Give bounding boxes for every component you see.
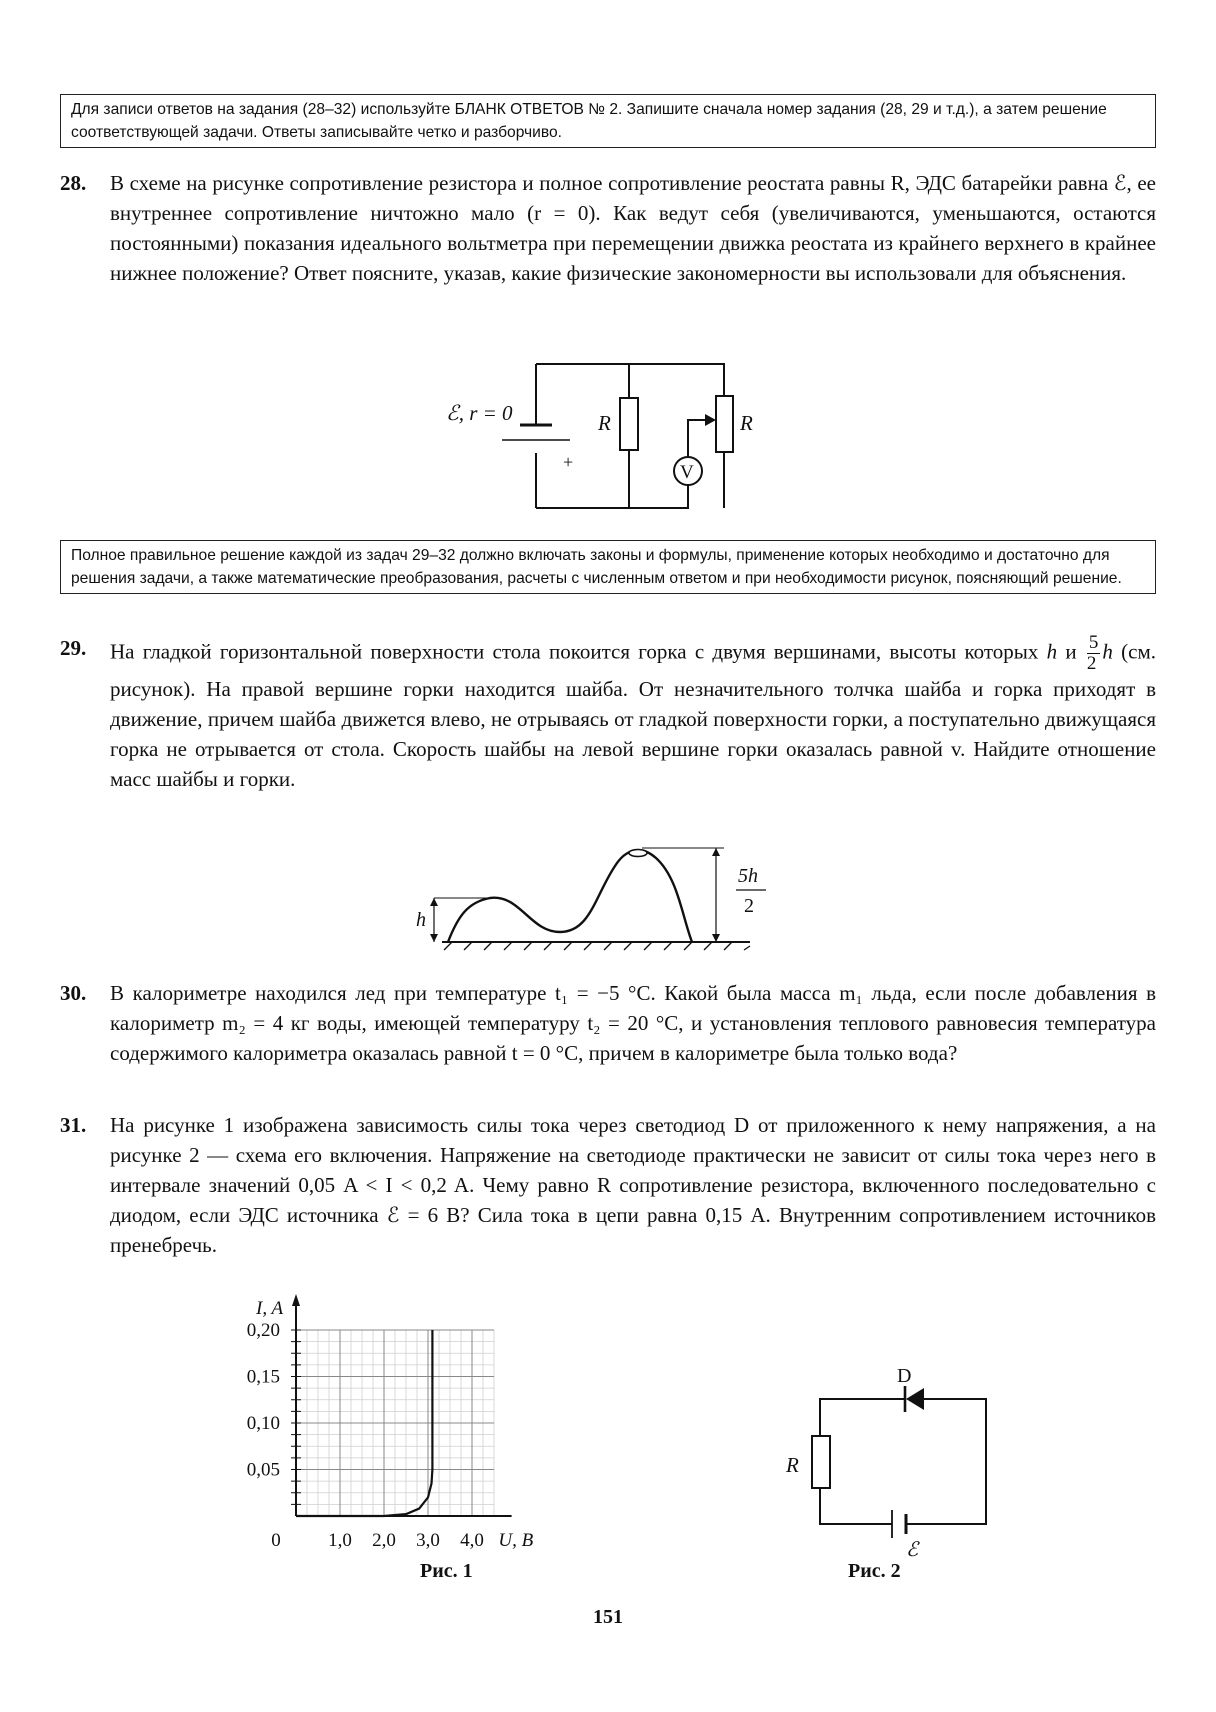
page-number: 151 bbox=[593, 1606, 623, 1628]
rheostat-label: R bbox=[740, 411, 753, 435]
problem-number: 29. bbox=[60, 636, 87, 660]
x-axis-label: U, B bbox=[498, 1530, 534, 1551]
fraction-five-halves: $\frac{5}{2}$ bbox=[1086, 632, 1099, 674]
problem-text: На рисунке 1 изображена зависимость силы тока через светодиод D от приложенного к нему напряжения, а на рисунке 2 — схема его включения. Напряжение на светодиоде практически не зависит от силы тока через него в интервале значений 0,05 A < I < 0,2 A. Чему равно R сопротивление резистора, включенного последовательно с диодом, если ЭДС источника ℰ = 6 В? Сила тока в цепи равна 0,15 А. Внутренним сопротивлением источников пренебречь. bbox=[110, 1113, 1156, 1257]
problem-text: В схеме на рисунке сопротивление резистора и полное сопротивление реостата равны R, ЭДС батарейки равна ℰ, ее внутреннее сопротивление ничтожно мало (r = 0). Как ведут себя (увеличиваются, уменьшаются, остаются постоянными) показания идеального вольтметра при перемещении движка реостата из крайнего верхнего в крайнее нижнее положение? Ответ поясните, указав, какие физические закономерности вы использовали для объяснения. bbox=[110, 171, 1156, 285]
emf-label: ℰ bbox=[906, 1539, 919, 1561]
voltmeter-label: V bbox=[680, 462, 694, 483]
figure-1-caption: Рис. 1 bbox=[420, 1560, 473, 1582]
resistor-label: R bbox=[598, 411, 611, 435]
instructions-box-answers bbox=[60, 94, 1156, 148]
x-tick-label: 1,0 bbox=[328, 1530, 352, 1551]
x-tick-label: 2,0 bbox=[372, 1530, 396, 1551]
hill-figure-29 bbox=[416, 846, 800, 962]
diode-circuit-figure bbox=[770, 1356, 1010, 1561]
height-label-h: h bbox=[416, 909, 426, 931]
x-tick-label: 0 bbox=[271, 1530, 281, 1551]
problem-text: На гладкой горизонтальной поверхности стола покоится горка с двумя вершинами, высоты которых h и $\frac{5}{2}$ h (см. рисунок). На правой вершине горки находится шайба. От незначительного толчка шайба и горка приходят в движение, причем шайба движется влево, не отрываясь от гладкой поверхности горки, а поступательно движущаяся горка не отрывается от стола. Скорость шайбы на левой вершине горки оказалась равной v. Найдите отношение масс шайбы и горки. bbox=[110, 632, 1157, 791]
problem-29 bbox=[60, 633, 1156, 794]
y-axis-label: I, A bbox=[256, 1298, 284, 1319]
x-tick-label: 4,0 bbox=[460, 1530, 484, 1551]
problem-31 bbox=[60, 1110, 1156, 1260]
problem-number: 31. bbox=[60, 1113, 87, 1137]
instructions-box-solutions bbox=[60, 540, 1156, 594]
problem-text: В калориметре находился лед при температуре t₁ = −5 °C. Какой была масса m₁ льда, если после добавления в калориметр m₂ = 4 кг воды, имеющей температуру t₂ = 20 °C, и установления теплового равновесия температура содержимого калориметра оказалась равной t = 0 °C, причем в калориметре была только вода? bbox=[110, 981, 1156, 1065]
problem-28 bbox=[60, 168, 1156, 288]
battery-label: ℰ, r = 0 bbox=[446, 401, 513, 425]
y-axis-arrow bbox=[292, 1294, 300, 1306]
height-label-5h: 5h bbox=[738, 865, 758, 887]
problem-number: 28. bbox=[60, 171, 87, 195]
plus-sign: + bbox=[563, 452, 574, 472]
y-tick-label: 0,15 bbox=[246, 1366, 280, 1388]
instructions-text: Полное правильное решение каждой из задач 29–32 должно включать законы и формулы, применение которых необходимо и достаточно для решения задачи, а также математические преобразования, расчеты с численным ответом и при необходимости рисунок, поясняющий решение. bbox=[71, 547, 1122, 587]
instructions-text: Для записи ответов на задания (28–32) используйте БЛАНК ОТВЕТОВ № 2. Запишите сначала номер задания (28, 29 и т.д.), а затем решение соответствующей задачи. Ответы записывайте четко и разборчиво. bbox=[71, 101, 1107, 141]
height-label-denominator: 2 bbox=[744, 895, 754, 917]
iv-chart bbox=[210, 1290, 650, 1560]
diode-label: D bbox=[897, 1365, 912, 1387]
x-tick-label: 3,0 bbox=[416, 1530, 440, 1551]
resistor-label: R bbox=[786, 1453, 799, 1477]
y-tick-label: 0,20 bbox=[246, 1320, 280, 1341]
y-tick-label: 0,05 bbox=[246, 1459, 280, 1481]
problem-number: 30. bbox=[60, 981, 87, 1005]
figure-2-caption: Рис. 2 bbox=[848, 1560, 901, 1582]
problem-30 bbox=[60, 978, 1156, 1068]
y-tick-label: 0,10 bbox=[246, 1413, 280, 1434]
circuit-figure-28 bbox=[440, 358, 760, 518]
